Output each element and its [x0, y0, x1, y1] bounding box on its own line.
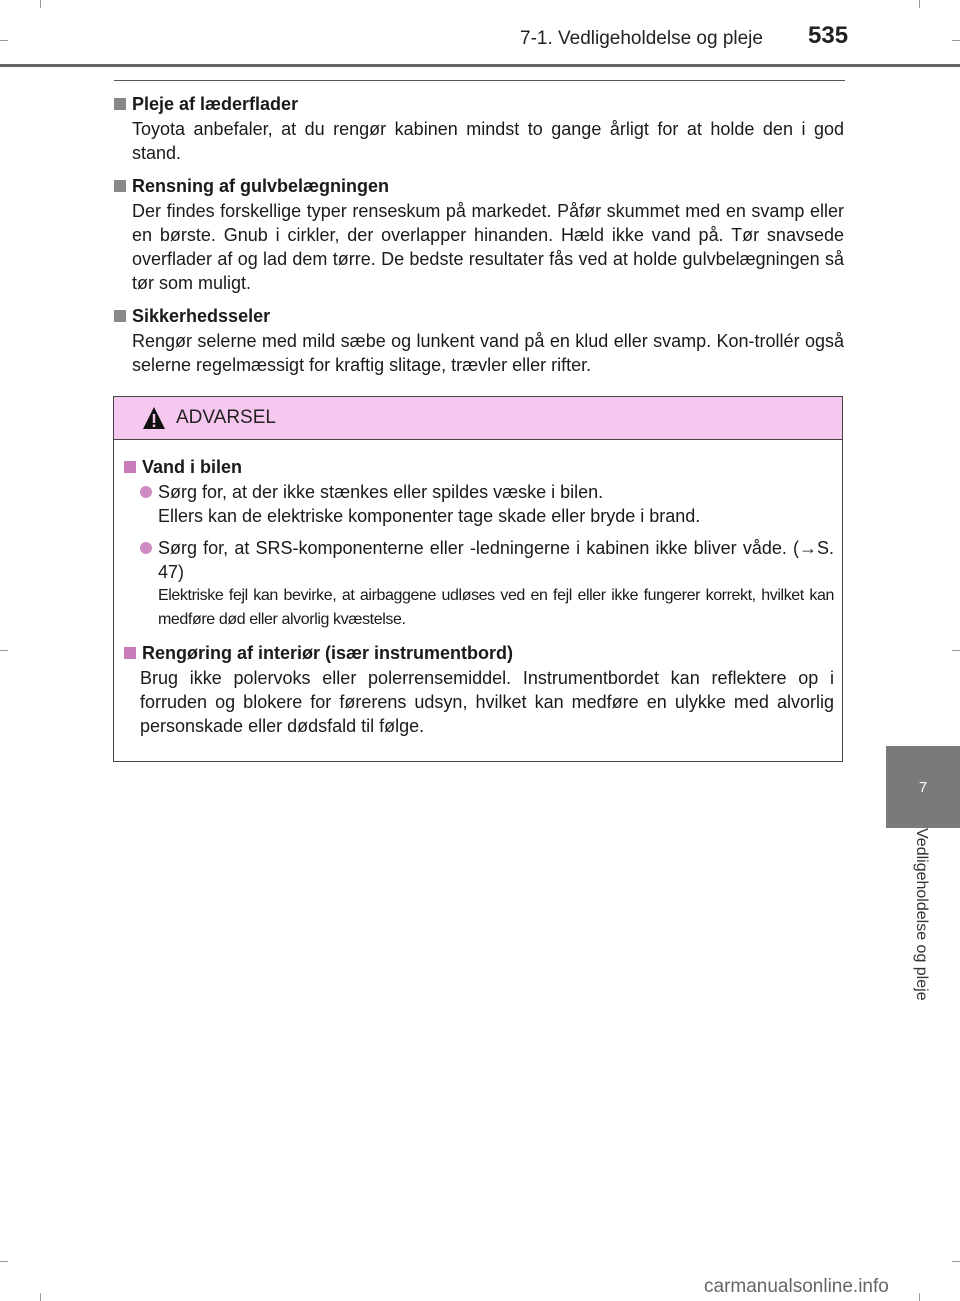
- warning-item-text: [158, 480, 834, 528]
- crop-mark: [40, 1293, 41, 1301]
- square-bullet-icon: [114, 98, 126, 110]
- crop-mark: [40, 0, 41, 8]
- section-floor-cleaning: [114, 173, 844, 295]
- warning-item: [140, 536, 834, 632]
- square-bullet-icon: [114, 180, 126, 192]
- warning-item-list: [124, 480, 834, 632]
- warning-body: [114, 440, 842, 738]
- header-section-title: 7-1. Vedligeholdelse og pleje: [520, 28, 763, 49]
- warning-section-heading: [124, 454, 834, 480]
- square-bullet-icon: [114, 310, 126, 322]
- warning-box: [113, 396, 843, 762]
- warning-section-heading: [124, 640, 834, 666]
- warning-item-line: Sørg for, at der ikke stænkes eller spildes væske i bilen.: [158, 482, 604, 502]
- crop-mark: [0, 1261, 8, 1262]
- section-body: Toyota anbefaler, at du rengør kabinen mindst to gange årligt for at holde den i god stand.: [132, 119, 844, 163]
- warning-heading-text: Rengøring af interiør (især instrumentbord): [142, 643, 514, 663]
- warning-item-consequence: Elektriske fejl kan bevirke, at airbaggene udløses ved en fejl eller ikke fungerer korrekt, hvilket kan medføre død eller alvorlig kvæstelse.: [158, 587, 834, 628]
- crop-mark: [952, 40, 960, 41]
- crop-mark: [952, 650, 960, 651]
- main-content: [114, 91, 844, 385]
- section-heading-text: Sikkerhedsseler: [132, 306, 271, 326]
- warning-triangle-icon: [142, 406, 166, 430]
- content-top-rule: [114, 80, 845, 81]
- section-leather-care: [114, 91, 844, 165]
- footer-watermark: carmanualsonline.info: [704, 1276, 889, 1297]
- section-heading-text: Pleje af læderflader: [132, 94, 299, 114]
- section-heading-text: Rensning af gulvbelægningen: [132, 176, 390, 196]
- square-bullet-icon: [124, 647, 136, 659]
- section-body: Rengør selerne med mild sæbe og lunkent vand på en klud eller svamp. Kon-trollér også selerne regelmæssigt for kraftig slitage, trævler eller rifter.: [132, 331, 844, 375]
- crop-mark: [0, 40, 8, 41]
- crop-mark: [919, 0, 920, 8]
- header-rule: [0, 64, 960, 67]
- crop-mark: [0, 650, 8, 651]
- section-seatbelts: [114, 303, 844, 377]
- page-number: 535: [808, 22, 849, 49]
- chapter-label: Vedligeholdelse og pleje: [913, 828, 930, 1001]
- warning-paragraph: Brug ikke polervoks eller polerrensemiddel. Instrumentbordet kan reflektere op i forruden og blokere for førerens udsyn, hvilket kan medføre en ulykke med alvorlig personskade eller dødsfald til følge.: [140, 668, 834, 736]
- section-heading: [114, 173, 844, 199]
- crop-mark: [919, 1293, 920, 1301]
- circle-bullet-icon: [140, 542, 152, 554]
- warning-item-consequence: Ellers kan de elektriske komponenter tage skade eller bryde i brand.: [158, 506, 701, 526]
- warning-title: ADVARSEL: [176, 407, 276, 428]
- chapter-tab-number: [886, 746, 960, 828]
- circle-bullet-icon: [140, 486, 152, 498]
- square-bullet-icon: [124, 461, 136, 473]
- warning-item-text: [158, 536, 834, 632]
- section-body: Der findes forskellige typer renseskum på markedet. Påfør skummet med en svamp eller en børste. Gnub i cirkler, der overlapper hinanden. Hæld ikke vand på. Tør snavsede overflader af og lad dem tørre. De bedste resultater fås ved at holde gulvbelægningen så tør som muligt.: [132, 201, 844, 293]
- section-heading: [114, 91, 844, 117]
- crop-mark: [952, 1261, 960, 1262]
- warning-heading-text: Vand i bilen: [142, 457, 243, 477]
- warning-header: [114, 397, 842, 440]
- chapter-number: 7: [918, 778, 928, 796]
- chapter-tab-label: [886, 828, 960, 1058]
- warning-item-line: Sørg for, at SRS-komponenterne eller -ledningerne i kabinen ikke bliver våde. (→S. 47): [158, 538, 834, 582]
- warning-item: [140, 480, 834, 528]
- section-heading: [114, 303, 844, 329]
